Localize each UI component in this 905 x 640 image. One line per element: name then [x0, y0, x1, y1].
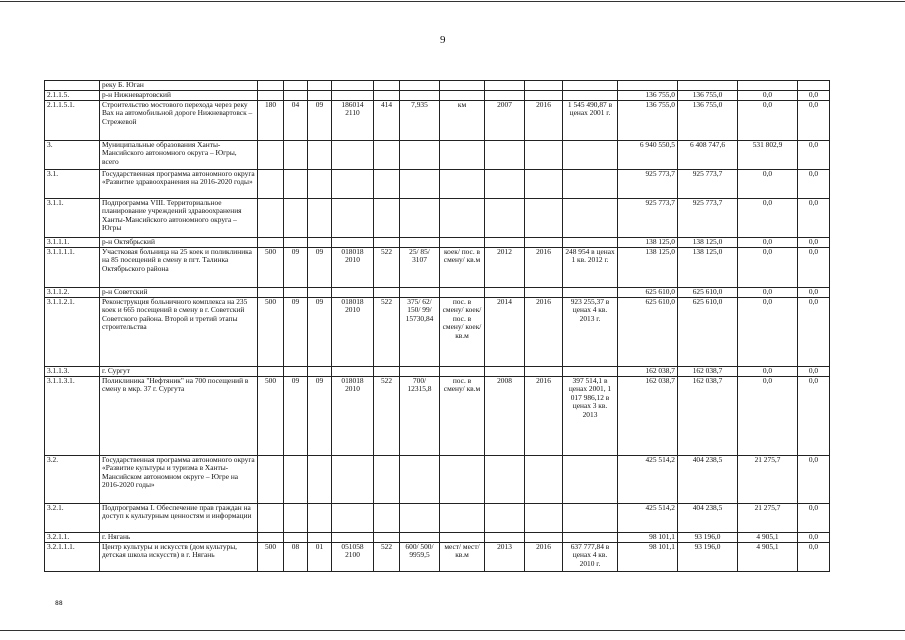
table-cell-c6: [400, 141, 440, 170]
table-cell-v2: 138 125,0: [678, 248, 738, 288]
table-cell-v3: 0,0: [738, 170, 798, 199]
table-cell-v3: 4 905,1: [738, 543, 798, 572]
table-cell-c10: 923 255,37 в ценах 4 кв. 2013 г.: [563, 298, 618, 367]
table-cell-c10: [563, 91, 618, 101]
table-cell-c8: [485, 81, 525, 91]
table-cell-c9: 2016: [525, 101, 563, 141]
table-cell-c8: 2008: [485, 377, 525, 456]
table-cell-c1: [258, 504, 284, 533]
table-cell-c10: [563, 367, 618, 377]
table-cell-v1: 98 101,1: [618, 533, 678, 543]
table-cell-c2: [284, 456, 308, 504]
table-cell-v4: 0,0: [798, 248, 830, 288]
table-cell-v4: 0,0: [798, 170, 830, 199]
table-cell-v2: 93 196,0: [678, 533, 738, 543]
table-cell-c2: [284, 288, 308, 298]
table-cell-code: 3.2.: [45, 456, 100, 504]
table-row: [45, 377, 830, 456]
table-cell-code: 3.: [45, 141, 100, 170]
table-cell-c5: 522: [374, 377, 400, 456]
table-cell-c5: [374, 170, 400, 199]
table-cell-c10: [563, 533, 618, 543]
table-cell-v4: 0,0: [798, 377, 830, 456]
table-row: [45, 248, 830, 288]
table-cell-c5: [374, 81, 400, 91]
table-cell-c8: 2007: [485, 101, 525, 141]
table-cell-v3: 0,0: [738, 248, 798, 288]
table-cell-c3: 09: [308, 248, 332, 288]
table-cell-c2: [284, 199, 308, 238]
table-cell-v2: 625 610,0: [678, 298, 738, 367]
table-cell-c7: [440, 170, 485, 199]
table-row: [45, 543, 830, 572]
table-cell-c4: 018018 2010: [332, 377, 374, 456]
table-cell-c7: [440, 288, 485, 298]
table-cell-v3: 0,0: [738, 199, 798, 238]
table-cell-c1: [258, 238, 284, 248]
table-cell-c9: [525, 141, 563, 170]
table-cell-c2: 09: [284, 377, 308, 456]
table-cell-c8: 2014: [485, 298, 525, 367]
table-cell-c2: [284, 81, 308, 91]
table-cell-name: р-н Нижневартовский: [100, 91, 258, 101]
table-cell-c9: [525, 533, 563, 543]
table-cell-c6: 700/ 12315,8: [400, 377, 440, 456]
table-cell-c4: 018018 2010: [332, 248, 374, 288]
table-cell-name: р-н Советский: [100, 288, 258, 298]
table-cell-v1: 925 773,7: [618, 199, 678, 238]
table-cell-c8: [485, 504, 525, 533]
table-cell-c8: [485, 367, 525, 377]
table-cell-v4: 0,0: [798, 456, 830, 504]
table-body: [45, 81, 830, 572]
table-cell-c5: [374, 533, 400, 543]
table-cell-c10: [563, 199, 618, 238]
table-cell-v3: 0,0: [738, 101, 798, 141]
table-cell-v2: 136 755,0: [678, 91, 738, 101]
table-cell-c2: [284, 504, 308, 533]
table-cell-v2: 162 038,7: [678, 377, 738, 456]
table-cell-name: Государственная программа автономного округа «Развитие культуры и туризма в Ханты-Мансийском автономном округе – Югре на 2016-2020 годы»: [100, 456, 258, 504]
table-cell-v2: 136 755,0: [678, 101, 738, 141]
table-cell-v4: 0,0: [798, 504, 830, 533]
table-row: [45, 367, 830, 377]
table-cell-v3: 21 275,7: [738, 456, 798, 504]
table-cell-v1: 138 125,0: [618, 238, 678, 248]
table-cell-c7: [440, 141, 485, 170]
table-cell-v4: 0,0: [798, 101, 830, 141]
table-cell-v1: [618, 81, 678, 91]
table-cell-c8: [485, 170, 525, 199]
table-cell-c1: [258, 81, 284, 91]
table-cell-v1: 136 755,0: [618, 101, 678, 141]
table-cell-v1: 625 610,0: [618, 298, 678, 367]
table-cell-c9: [525, 238, 563, 248]
table-cell-v1: 136 755,0: [618, 91, 678, 101]
table-cell-v4: 0,0: [798, 298, 830, 367]
scan-edge-top: [0, 1, 905, 2]
table-cell-c2: 09: [284, 248, 308, 288]
table-cell-c9: [525, 91, 563, 101]
table-cell-c5: [374, 141, 400, 170]
table-cell-v2: 404 238,5: [678, 504, 738, 533]
table-cell-name: Подпрограмма I. Обеспечение прав граждан на доступ к культурным ценностям и информации: [100, 504, 258, 533]
table-cell-v4: [798, 81, 830, 91]
table-cell-c7: [440, 81, 485, 91]
table-cell-c4: [332, 238, 374, 248]
table-cell-v3: 531 802,9: [738, 141, 798, 170]
table-cell-c6: 25/ 85/ 3107: [400, 248, 440, 288]
table-cell-name: Поликлиника "Нефтяник" на 700 посещений в смену в мкр. 37 г. Сургута: [100, 377, 258, 456]
table-cell-v2: 162 038,7: [678, 367, 738, 377]
table-row: [45, 298, 830, 367]
table-cell-code: 3.2.1.: [45, 504, 100, 533]
table-cell-c4: [332, 367, 374, 377]
table-cell-c1: 500: [258, 298, 284, 367]
table-cell-name: р-н Октябрьский: [100, 238, 258, 248]
table-cell-c3: [308, 288, 332, 298]
table-cell-c4: [332, 533, 374, 543]
table-cell-c6: [400, 81, 440, 91]
table-cell-code: 3.1.1.2.: [45, 288, 100, 298]
table-cell-c3: [308, 199, 332, 238]
table-cell-code: 2.1.1.5.: [45, 91, 100, 101]
table-cell-v1: 425 514,2: [618, 504, 678, 533]
table-cell-c8: [485, 238, 525, 248]
table-cell-v3: 0,0: [738, 377, 798, 456]
table-cell-c3: [308, 141, 332, 170]
table-cell-c2: [284, 141, 308, 170]
table-cell-name: Государственная программа автономного округа «Развитие здравоохранения на 2016-2020 годы»: [100, 170, 258, 199]
table-cell-c7: [440, 367, 485, 377]
table-cell-name: Центр культуры и искусств (дом культуры, детская школа искусств) в г. Нягань: [100, 543, 258, 572]
table-cell-name: Реконструкция больничного комплекса на 235 коек и 665 посещений в смену в г. Советский Советского района. Второй и третий этапы строительства: [100, 298, 258, 367]
table-row: [45, 533, 830, 543]
table-cell-v2: 925 773,7: [678, 170, 738, 199]
table-cell-c3: 09: [308, 298, 332, 367]
table-cell-c2: [284, 367, 308, 377]
table-cell-c5: [374, 288, 400, 298]
table-cell-c10: [563, 238, 618, 248]
table-cell-v1: 625 610,0: [618, 288, 678, 298]
table-cell-c9: [525, 456, 563, 504]
table-cell-c1: [258, 170, 284, 199]
table-row: [45, 170, 830, 199]
table-cell-code: 3.1.1.2.1.: [45, 298, 100, 367]
table-cell-code: [45, 81, 100, 91]
table-cell-v1: 6 940 550,5: [618, 141, 678, 170]
table-cell-v4: 0,0: [798, 367, 830, 377]
table-cell-c7: [440, 199, 485, 238]
table-cell-c1: [258, 288, 284, 298]
table-cell-c9: 2016: [525, 248, 563, 288]
budget-table: [44, 80, 830, 572]
table-cell-c6: [400, 199, 440, 238]
table-cell-c9: 2016: [525, 543, 563, 572]
table-cell-c5: [374, 504, 400, 533]
table-cell-c7: [440, 91, 485, 101]
table-cell-v3: 0,0: [738, 298, 798, 367]
table-cell-c9: [525, 170, 563, 199]
table-cell-c5: 414: [374, 101, 400, 141]
table-cell-c6: 375/ 62/ 150/ 99/ 15730,84: [400, 298, 440, 367]
table-cell-c8: [485, 533, 525, 543]
table-cell-c4: 186014 2110: [332, 101, 374, 141]
table-cell-c3: 09: [308, 101, 332, 141]
table-cell-v2: 925 773,7: [678, 199, 738, 238]
table-cell-c2: 09: [284, 298, 308, 367]
table-cell-c4: [332, 456, 374, 504]
table-cell-code: 2.1.1.5.1.: [45, 101, 100, 141]
table-cell-name: Строительство мостового перехода через реку Вах на автомобильной дороге Нижневартовск – Стрежевой: [100, 101, 258, 141]
table-cell-c1: 500: [258, 377, 284, 456]
table-cell-code: 3.2.1.1.1.: [45, 543, 100, 572]
table-cell-c1: [258, 91, 284, 101]
table-cell-v2: 138 125,0: [678, 238, 738, 248]
table-cell-c5: [374, 238, 400, 248]
table-cell-c10: 397 514,1 в ценах 2001, 1 017 986,12 в ценах 3 кв. 2013: [563, 377, 618, 456]
table-cell-code: 3.1.1.1.1.: [45, 248, 100, 288]
table-cell-code: 3.1.1.3.1.: [45, 377, 100, 456]
table-cell-v1: 138 125,0: [618, 248, 678, 288]
table-cell-c8: 2012: [485, 248, 525, 288]
table-cell-c5: [374, 367, 400, 377]
table-cell-c8: [485, 199, 525, 238]
table-cell-code: 3.1.1.1.: [45, 238, 100, 248]
table-row: [45, 141, 830, 170]
table-cell-c8: [485, 288, 525, 298]
table-cell-c6: [400, 367, 440, 377]
table-cell-c9: [525, 504, 563, 533]
table-cell-name: Подпрограмма VIII. Территориальное планирование учреждений здравоохранения Ханты-Мансийского автономного округа – Югры: [100, 199, 258, 238]
table-cell-c7: пос. в смену/ кв.м: [440, 377, 485, 456]
table-cell-v3: 21 275,7: [738, 504, 798, 533]
table-cell-v3: 0,0: [738, 238, 798, 248]
table-cell-c6: [400, 504, 440, 533]
table-row: [45, 288, 830, 298]
table-cell-c5: [374, 199, 400, 238]
table-cell-c7: пос. в смену/ коек/ пос. в смену/ коек/ кв.м: [440, 298, 485, 367]
page-number: 9: [440, 34, 446, 46]
table-cell-c5: [374, 91, 400, 101]
table-cell-c10: [563, 456, 618, 504]
table-cell-v1: 925 773,7: [618, 170, 678, 199]
table-cell-c8: [485, 456, 525, 504]
table-row: [45, 101, 830, 141]
table-cell-name: Муниципальные образования Ханты-Мансийского автономного округа – Югры, всего: [100, 141, 258, 170]
table-cell-c10: [563, 170, 618, 199]
table-cell-c2: [284, 238, 308, 248]
table-cell-c8: 2013: [485, 543, 525, 572]
table-cell-c6: [400, 238, 440, 248]
table-cell-c7: мест/ мест/ кв.м: [440, 543, 485, 572]
table-cell-c5: 522: [374, 248, 400, 288]
table-row: [45, 199, 830, 238]
table-cell-c2: 04: [284, 101, 308, 141]
table-cell-v2: 93 196,0: [678, 543, 738, 572]
table-cell-c2: [284, 91, 308, 101]
scan-edge-bottom: [0, 630, 905, 631]
table-cell-c5: 522: [374, 298, 400, 367]
table-cell-c4: [332, 170, 374, 199]
table-cell-c7: [440, 238, 485, 248]
table-cell-name: реку Б. Юган: [100, 81, 258, 91]
table-cell-code: 3.1.1.3.: [45, 367, 100, 377]
table-cell-name: Участковая больница на 25 коек и поликлиника на 85 посещений в смену в пгт. Талинка Октябрьского района: [100, 248, 258, 288]
table-cell-c4: 018018 2010: [332, 298, 374, 367]
table-cell-c2: [284, 170, 308, 199]
table-cell-c1: [258, 533, 284, 543]
table-cell-c9: 2016: [525, 298, 563, 367]
table-cell-c10: [563, 504, 618, 533]
table-cell-v2: 404 238,5: [678, 456, 738, 504]
table-cell-c5: 522: [374, 543, 400, 572]
table-cell-v4: 0,0: [798, 533, 830, 543]
table-cell-c1: [258, 367, 284, 377]
table-cell-v4: 0,0: [798, 543, 830, 572]
table-cell-c4: 051058 2100: [332, 543, 374, 572]
table-cell-code: 3.1.1.: [45, 199, 100, 238]
table-cell-c3: [308, 504, 332, 533]
table-cell-v2: [678, 81, 738, 91]
table-cell-c7: км: [440, 101, 485, 141]
table-cell-c8: [485, 91, 525, 101]
table-cell-c10: 637 777,84 в ценах 4 кв. 2010 г.: [563, 543, 618, 572]
table-cell-v3: 0,0: [738, 367, 798, 377]
table-cell-c3: 09: [308, 377, 332, 456]
table-cell-v4: 0,0: [798, 288, 830, 298]
table-cell-name: г. Сургут: [100, 367, 258, 377]
table-cell-c4: [332, 199, 374, 238]
table-cell-code: 3.2.1.1.: [45, 533, 100, 543]
table-cell-c10: [563, 141, 618, 170]
table-cell-v3: 0,0: [738, 91, 798, 101]
table-cell-v4: 0,0: [798, 91, 830, 101]
table-cell-c2: 08: [284, 543, 308, 572]
table-cell-c7: коек/ пос. в смену/ кв.м: [440, 248, 485, 288]
table-cell-c4: [332, 141, 374, 170]
table-cell-c1: 500: [258, 248, 284, 288]
table-cell-v1: 162 038,7: [618, 367, 678, 377]
table-row: [45, 91, 830, 101]
table-cell-c4: [332, 81, 374, 91]
table-cell-c6: [400, 91, 440, 101]
table-cell-c1: [258, 456, 284, 504]
table-cell-c3: [308, 533, 332, 543]
table-cell-c3: [308, 238, 332, 248]
table-cell-c7: [440, 504, 485, 533]
table-cell-c4: [332, 504, 374, 533]
table-row: [45, 238, 830, 248]
table-cell-c2: [284, 533, 308, 543]
table-cell-v1: 98 101,1: [618, 543, 678, 572]
table-cell-c10: 1 545 490,87 в ценах 2001 г.: [563, 101, 618, 141]
table-cell-c10: 248 954 в ценах 1 кв. 2012 г.: [563, 248, 618, 288]
table-cell-c3: [308, 91, 332, 101]
table-cell-c9: [525, 367, 563, 377]
table-cell-c10: [563, 288, 618, 298]
table-cell-c3: [308, 170, 332, 199]
table-cell-v1: 162 038,7: [618, 377, 678, 456]
table-cell-c9: [525, 199, 563, 238]
table-cell-c3: [308, 456, 332, 504]
table-cell-code: 3.1.: [45, 170, 100, 199]
table-cell-c8: [485, 141, 525, 170]
table-cell-c7: [440, 533, 485, 543]
table-cell-c10: [563, 81, 618, 91]
table-cell-c6: [400, 288, 440, 298]
table-cell-c6: [400, 170, 440, 199]
table-cell-v3: 4 905,1: [738, 533, 798, 543]
table-cell-v3: 0,0: [738, 288, 798, 298]
table-cell-v4: 0,0: [798, 141, 830, 170]
table-cell-v2: 6 408 747,6: [678, 141, 738, 170]
table-cell-c3: [308, 367, 332, 377]
table-cell-c3: 01: [308, 543, 332, 572]
table-cell-name: г. Нягань: [100, 533, 258, 543]
table-cell-c1: 180: [258, 101, 284, 141]
footer-mark: 88: [55, 600, 63, 607]
table-row: [45, 504, 830, 533]
table-cell-c6: 600/ 500/ 9959,5: [400, 543, 440, 572]
table-cell-c5: [374, 456, 400, 504]
table-cell-c1: [258, 199, 284, 238]
table-row: [45, 81, 830, 91]
table-cell-c6: [400, 533, 440, 543]
table-cell-v4: 0,0: [798, 238, 830, 248]
table-cell-v2: 625 610,0: [678, 288, 738, 298]
table-cell-c9: 2016: [525, 377, 563, 456]
table-cell-c4: [332, 288, 374, 298]
table-cell-v1: 425 514,2: [618, 456, 678, 504]
table-cell-c9: [525, 288, 563, 298]
table-cell-c3: [308, 81, 332, 91]
table-cell-v3: [738, 81, 798, 91]
table-cell-c6: 7,935: [400, 101, 440, 141]
table-cell-c4: [332, 91, 374, 101]
table-row: [45, 456, 830, 504]
table-cell-c7: [440, 456, 485, 504]
table-cell-c6: [400, 456, 440, 504]
table-cell-c9: [525, 81, 563, 91]
table-cell-c1: [258, 141, 284, 170]
table-cell-v4: 0,0: [798, 199, 830, 238]
table-cell-c1: 500: [258, 543, 284, 572]
